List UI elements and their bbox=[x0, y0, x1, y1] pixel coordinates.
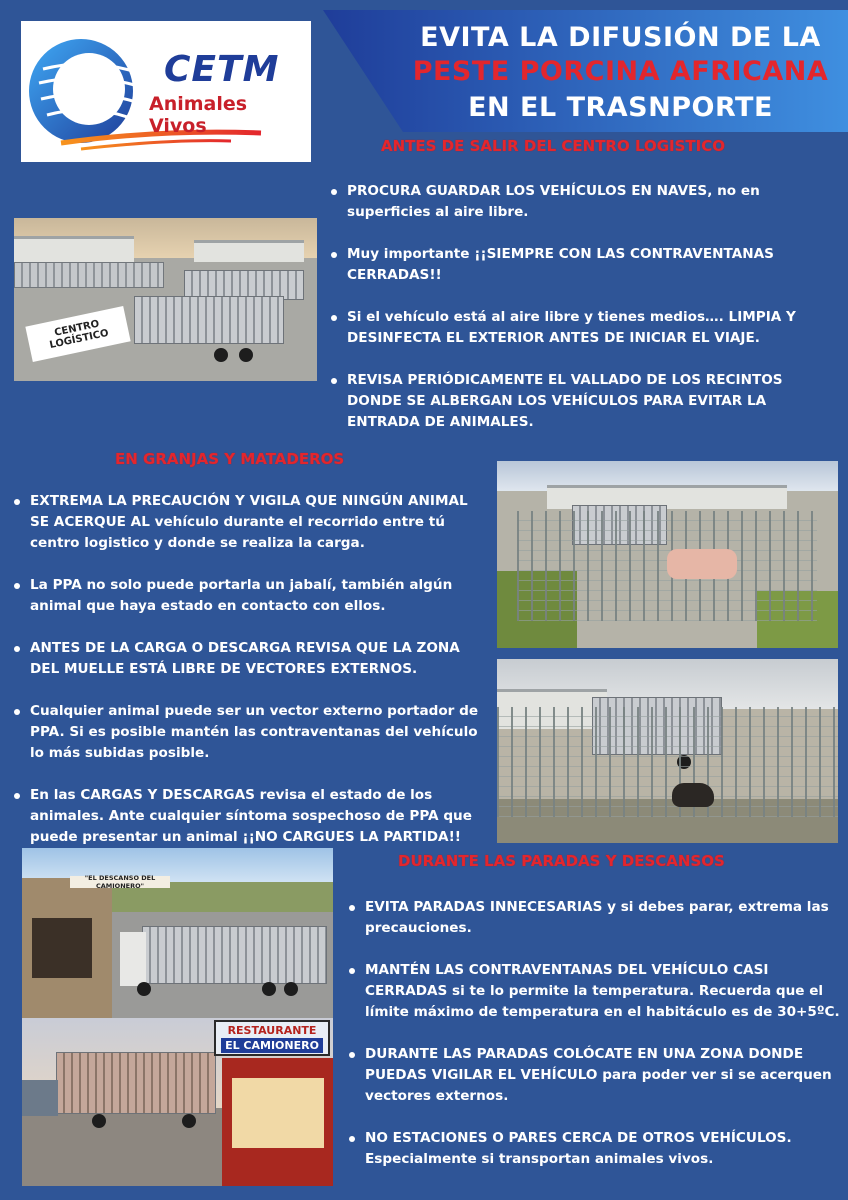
farms-bullet-list bbox=[14, 491, 488, 848]
logistics-sign: CENTRO LOGÍSTICO bbox=[25, 306, 130, 362]
header-banner bbox=[323, 10, 848, 132]
list-item: Muy importante ¡¡SIEMPRE CON LAS CONTRAVENTANAS CERRADAS!! bbox=[331, 244, 811, 286]
banner-line-2: PESTE PORCINA AFRICANA bbox=[412, 56, 829, 87]
list-item: NO ESTACIONES O PARES CERCA DE OTROS VEHÍCULOS. Especialmente si transportan animales vivos. bbox=[349, 1128, 841, 1170]
logo-swirl-icon bbox=[21, 21, 311, 162]
restaurant-photo bbox=[22, 1018, 333, 1186]
section-title-stops: DURANTE LAS PARADAS Y DESCANSOS bbox=[398, 852, 725, 870]
list-item: En las CARGAS Y DESCARGAS revisa el estado de los animales. Ante cualquier síntoma sospechoso de PPA que puede presentar un animal ¡¡NO CARGUES LA PARTIDA!! bbox=[14, 785, 488, 848]
list-item: PROCURA GUARDAR LOS VEHÍCULOS EN NAVES, no en superficies al aire libre. bbox=[331, 181, 811, 223]
boar-figure bbox=[672, 783, 714, 807]
stops-bullet-list bbox=[349, 897, 841, 1170]
section-title-logistics: ANTES DE SALIR DEL CENTRO LOGISTICO bbox=[381, 137, 725, 155]
banner-line-1: EVITA LA DIFUSIÓN DE LA bbox=[420, 22, 821, 53]
rest-area-photo bbox=[22, 848, 333, 1018]
farm-loading-photo bbox=[497, 461, 838, 648]
list-item: Cualquier animal puede ser un vector externo portador de PPA. Si es posible mantén las contraventanas del vehículo lo más subidas posible. bbox=[14, 701, 488, 764]
list-item: MANTÉN LAS CONTRAVENTANAS DEL VEHÍCULO CASI CERRADAS si te lo permite la temperatura. Recuerda que el límite máximo de temperatura en el habitáculo es de 30+5ºC. bbox=[349, 960, 841, 1023]
list-item: La PPA no solo puede portarla un jabalí, también algún animal que haya estado en contacto con ellos. bbox=[14, 575, 488, 617]
logistics-center-photo bbox=[14, 218, 317, 381]
cetm-logo bbox=[21, 21, 311, 162]
restaurant-sign-line-1: RESTAURANTE bbox=[227, 1024, 317, 1037]
restaurant-sign-line-2: EL CAMIONERO bbox=[221, 1038, 323, 1053]
logo-name: CETM bbox=[164, 49, 280, 90]
banner-line-3: EN EL TRASNPORTE bbox=[468, 92, 773, 123]
list-item: REVISA PERIÓDICAMENTE EL VALLADO DE LOS RECINTOS DONDE SE ALBERGAN LOS VEHÍCULOS PARA EVITAR LA ENTRADA DE ANIMALES. bbox=[331, 370, 811, 433]
boar-fence-photo bbox=[497, 659, 838, 843]
rest-area-sign: "EL DESCANSO DEL CAMIONERO" bbox=[70, 876, 170, 888]
list-item: ANTES DE LA CARGA O DESCARGA REVISA QUE LA ZONA DEL MUELLE ESTÁ LIBRE DE VECTORES EXTERNOS. bbox=[14, 638, 488, 680]
restaurant-sign bbox=[214, 1020, 330, 1056]
list-item: DURANTE LAS PARADAS COLÓCATE EN UNA ZONA DONDE PUEDAS VIGILAR EL VEHÍCULO para poder ver si se acerquen vectores externos. bbox=[349, 1044, 841, 1107]
list-item: EXTREMA LA PRECAUCIÓN Y VIGILA QUE NINGÚN ANIMAL SE ACERQUE AL vehículo durante el recorrido entre tú centro logistico y donde se realiza la carga. bbox=[14, 491, 488, 554]
logo-subtitle: Animales Vivos bbox=[149, 93, 248, 137]
section-title-farms: EN GRANJAS Y MATADEROS bbox=[115, 450, 345, 468]
list-item: EVITA PARADAS INNECESARIAS y si debes parar, extrema las precauciones. bbox=[349, 897, 841, 939]
list-item: Si el vehículo está al aire libre y tienes medios…. LIMPIA Y DESINFECTA EL EXTERIOR ANTES DE INICIAR EL VIAJE. bbox=[331, 307, 811, 349]
logistics-bullet-list bbox=[331, 181, 811, 433]
